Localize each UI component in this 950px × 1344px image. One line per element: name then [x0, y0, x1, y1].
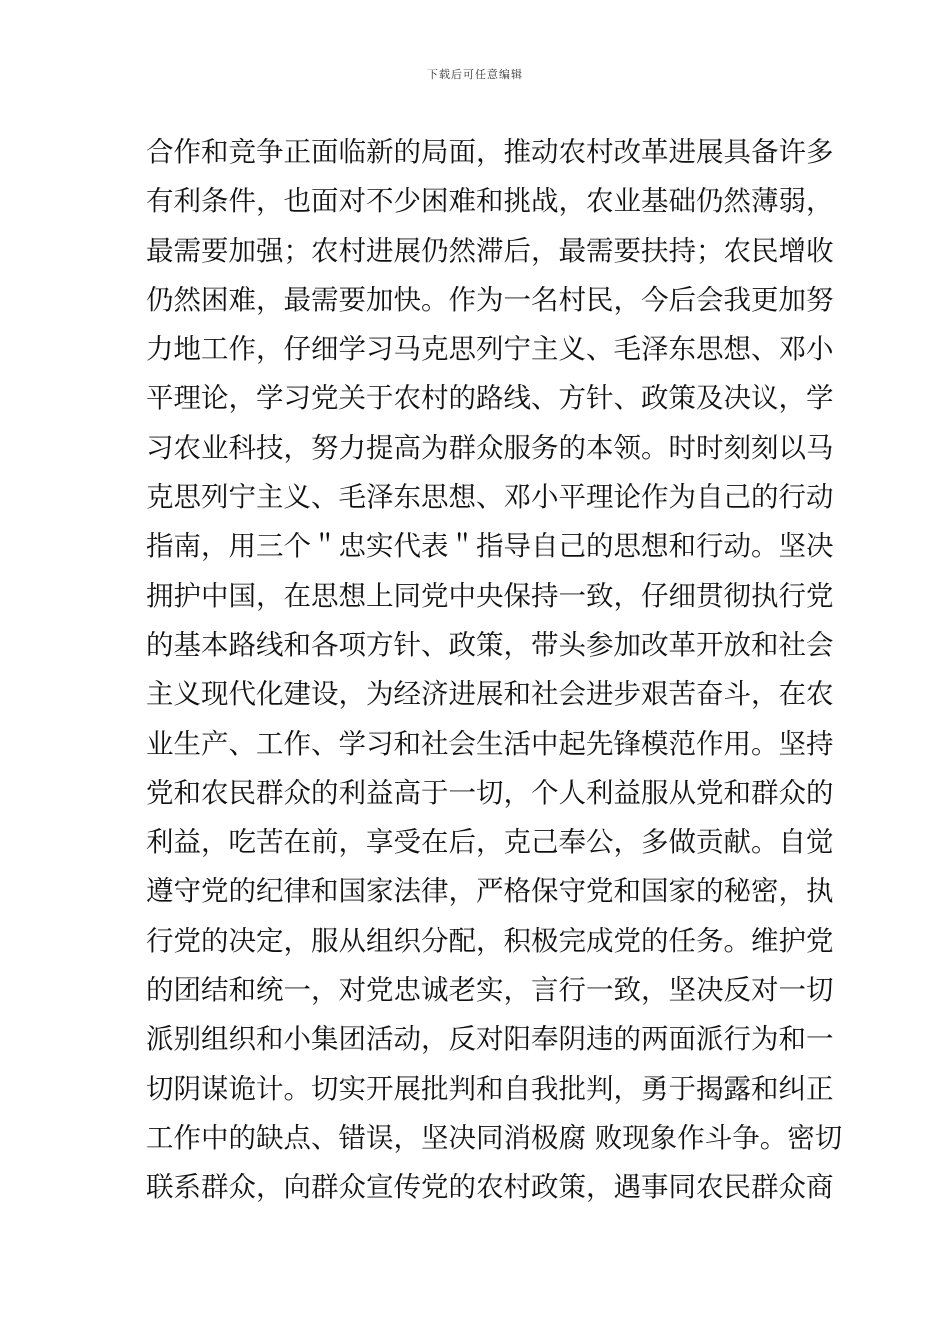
- text-line: 仍然困难，最需要加快。作为一名村民，今后会我更加努: [146, 283, 834, 316]
- page-header-note: 下载后可任意编辑: [427, 68, 523, 81]
- text-line: 利益，吃苦在前，享受在后，克己奉公，多做贡献。自觉: [146, 826, 834, 859]
- text-line: 平理论，学习党关于农村的路线、方针、政策及决议，学: [146, 382, 834, 415]
- text-line: 的团结和统一，对党忠诚老实，言行一致，坚决反对一切: [146, 974, 834, 1007]
- text-line: 切阴谋诡计。切实开展批判和自我批判，勇于揭露和纠正: [146, 1072, 834, 1105]
- text-line: 行党的决定，服从组织分配，积极完成党的任务。维护党: [146, 924, 834, 957]
- text-line: 指南，用三个＂忠实代表＂指导自己的思想和行动。坚决: [146, 530, 834, 563]
- text-line: 的基本路线和各项方针、政策，带头参加改革开放和社会: [146, 628, 834, 661]
- text-line: 派别组织和小集团活动，反对阳奉阴违的两面派行为和一: [146, 1023, 834, 1056]
- text-line: 拥护中国，在思想上同党中央保持一致，仔细贯彻执行党: [146, 579, 834, 612]
- text-line: 有利条件，也面对不少困难和挑战，农业基础仍然薄弱，: [146, 185, 834, 218]
- text-line: 联系群众，向群众宣传党的农村政策，遇事同农民群众商: [146, 1171, 834, 1204]
- body-text: [146, 128, 843, 1213]
- text-line: 克思列宁主义、毛泽东思想、邓小平理论作为自己的行动: [146, 481, 834, 514]
- text-line: 力地工作，仔细学习马克思列宁主义、毛泽东思想、邓小: [146, 333, 834, 366]
- text-line: 合作和竞争正面临新的局面，推动农村改革进展具备许多: [146, 136, 834, 168]
- text-line: 工作中的缺点、错误，坚决同消极腐 败现象作斗争。密切: [146, 1121, 843, 1154]
- text-line: 主义现代化建设，为经济进展和社会进步艰苦奋斗，在农: [146, 678, 834, 711]
- text-line: 党和农民群众的利益高于一切，个人利益服从党和群众的: [146, 776, 834, 809]
- text-line: 习农业科技，努力提高为群众服务的本领。时时刻刻以马: [146, 431, 834, 464]
- text-line: 最需要加强；农村进展仍然滞后，最需要扶持；农民增收: [146, 234, 834, 267]
- text-line: 遵守党的纪律和国家法律，严格保守党和国家的秘密，执: [146, 875, 834, 908]
- text-line: 业生产、工作、学习和社会生活中起先锋模范作用。坚持: [146, 727, 834, 760]
